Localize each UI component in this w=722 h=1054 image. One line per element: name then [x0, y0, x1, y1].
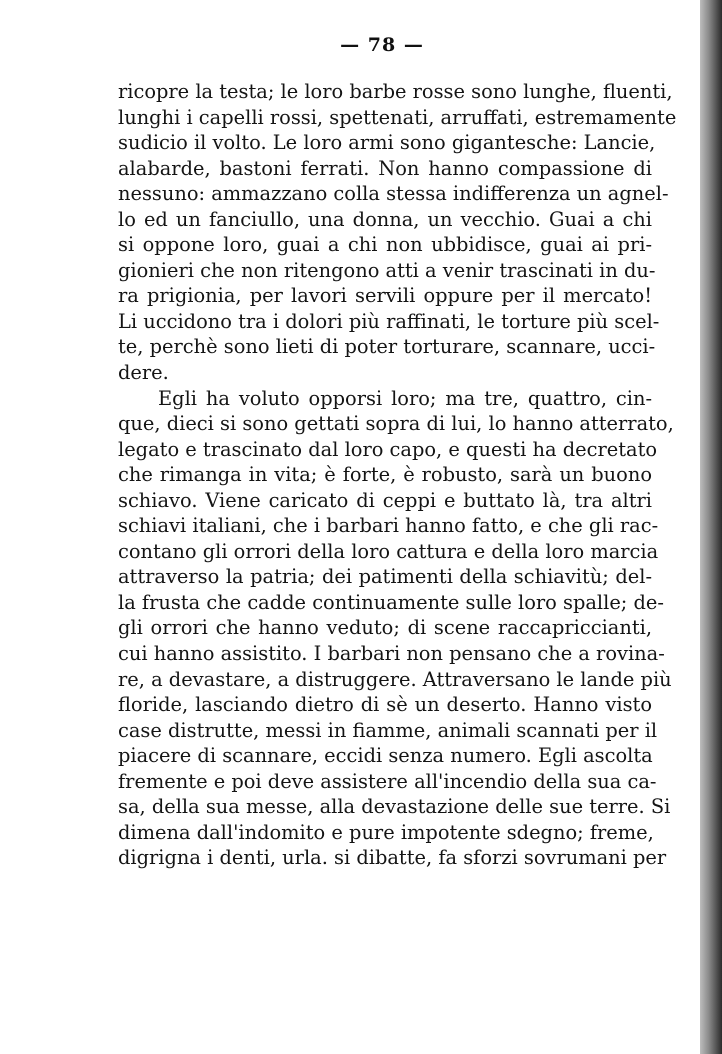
text-line: attraverso la patria; dei patimenti della schiavitù; del- — [118, 565, 652, 589]
text-line: digrigna i denti, urla. si dibatte, fa sforzi sovrumani per — [118, 846, 667, 870]
text-line: sa, della sua messe, alla devastazione delle sue terre. Si — [118, 795, 671, 819]
text-line: que, dieci si sono gettati sopra di lui, lo hanno atterrato, — [118, 412, 674, 436]
text-line: alabarde, bastoni ferrati. Non hanno compassione di — [118, 156, 652, 180]
text-line: contano gli orrori della loro cattura e della loro marcia — [118, 539, 659, 563]
text-line: schiavo. Viene caricato di ceppi e buttato là, tra altri — [118, 488, 652, 512]
text-line: fremente e poi deve assistere all'incendio della sua ca- — [118, 769, 657, 793]
text-line: schiavi italiani, che i barbari hanno fatto, e che gli rac- — [118, 514, 659, 538]
text-line: lunghi i capelli rossi, spettenati, arruffati, estremamente — [118, 105, 677, 129]
text-line: case distrutte, messi in fiamme, animali scannati per il — [118, 718, 658, 742]
text-line: che rimanga in vita; è forte, è robusto, sarà un buono — [118, 463, 652, 487]
page-gutter-shadow — [700, 0, 722, 1054]
text-line: lo ed un fanciullo, una donna, un vecchio. Guai a chi — [118, 207, 652, 231]
text-line: nessuno: ammazzano colla stessa indifferenza un agnel- — [118, 182, 669, 206]
text-line: gli orrori che hanno veduto; di scene raccapriccianti, — [118, 616, 652, 640]
text-line: la frusta che cadde continuamente sulle loro spalle; de- — [118, 590, 664, 614]
page-number: — 78 — — [340, 34, 424, 56]
text-line: Egli ha voluto opporsi loro; ma tre, quattro, cin- — [158, 386, 652, 410]
text-line: dere. — [118, 361, 169, 385]
text-line: gionieri che non ritengono atti a venir trascinati in du- — [118, 258, 656, 282]
text-line: floride, lasciando dietro di sè un deserto. Hanno visto — [118, 693, 652, 717]
text-line: ra prigionia, per lavori servili oppure per il mercato! — [118, 284, 652, 308]
text-line: re, a devastare, a distruggere. Attraversano le lande più — [118, 667, 672, 691]
text-line: piacere di scannare, eccidi senza numero. Egli ascolta — [118, 744, 653, 768]
text-line: sudicio il volto. Le loro armi sono gigantesche: Lancie, — [118, 131, 656, 155]
text-line: si oppone loro, guai a chi non ubbidisce, guai ai pri- — [118, 233, 652, 257]
paragraph — [118, 386, 674, 871]
paragraph — [118, 79, 677, 386]
text-line: Li uccidono tra i dolori più raffinati, le torture più scel- — [118, 309, 660, 333]
text-line: dimena dall'indomito e pure impotente sdegno; freme, — [118, 820, 654, 844]
text-line: ricopre la testa; le loro barbe rosse sono lunghe, fluenti, — [118, 80, 673, 103]
text-line: cui hanno assistito. I barbari non pensano che a rovina- — [118, 642, 665, 666]
text-line: te, perchè sono lieti di poter torturare, scannare, ucci- — [118, 335, 656, 359]
body-text — [118, 79, 677, 871]
text-line: legato e trascinato dal loro capo, e questi ha decretato — [118, 437, 658, 461]
